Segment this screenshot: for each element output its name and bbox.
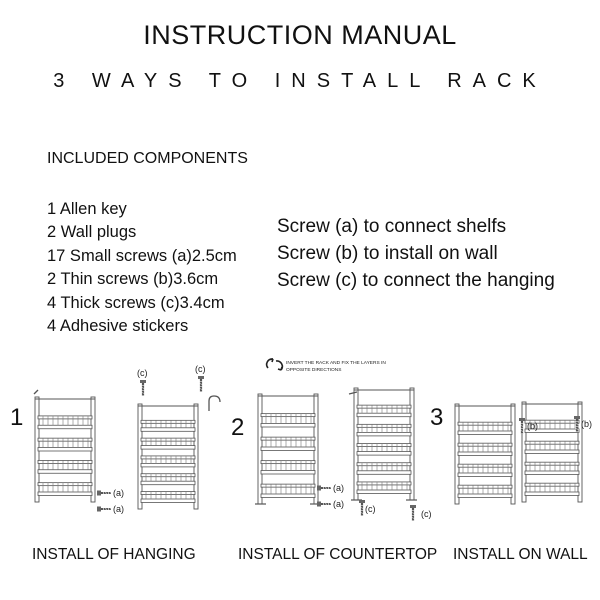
screw-tag-c: (c) — [137, 368, 148, 378]
small-screw-icon — [317, 486, 332, 491]
screw-tag-c: (c) — [365, 504, 376, 514]
thick-screw-icon — [410, 505, 416, 521]
caption-hanging: INSTALL OF HANGING — [32, 546, 196, 563]
rotate-arrows-icon — [267, 359, 283, 370]
rack-drawing — [255, 394, 321, 504]
caption-wall: INSTALL ON WALL — [453, 546, 588, 563]
component-item: 17 Small screws (a)2.5cm — [47, 246, 237, 265]
method-number-3: 3 — [430, 404, 444, 431]
small-screw-icon — [97, 507, 112, 512]
thick-screw-icon — [140, 380, 146, 396]
screw-tag-a: (a) — [113, 488, 124, 498]
countertop-note-line1: INVERT THE RACK AND FIX THE LAYERS IN — [286, 361, 386, 366]
component-item: 4 Adhesive stickers — [47, 317, 189, 336]
countertop-note — [286, 360, 386, 373]
method-captions — [32, 546, 588, 563]
screw-note: Screw (b) to install on wall — [277, 243, 498, 264]
method-number-1: 1 — [10, 404, 24, 431]
manual-title: INSTRUCTION MANUAL — [143, 20, 457, 50]
rack-drawing — [455, 404, 515, 504]
screw-tag-b: (b) — [527, 421, 538, 431]
thick-screw-icon — [198, 376, 204, 392]
rack-drawing — [35, 397, 95, 502]
small-screw-icon — [317, 502, 332, 507]
component-item: 1 Allen key — [47, 200, 127, 218]
manual-subtitle: 3 WAYS TO INSTALL RACK — [53, 70, 547, 92]
screw-tag-c: (c) — [421, 509, 432, 519]
screw-tag-a: (a) — [333, 499, 344, 509]
rack-drawing — [522, 402, 582, 502]
component-item: 2 Thin screws (b)3.6cm — [47, 270, 219, 289]
rack-drawing — [351, 388, 417, 500]
screw-tag-b: (b) — [581, 419, 592, 429]
screw-note: Screw (c) to connect the hanging — [277, 270, 555, 291]
screw-note: Screw (a) to connect shelfs — [277, 216, 507, 237]
method-number-2: 2 — [231, 414, 245, 441]
screw-tag-a: (a) — [333, 483, 344, 493]
small-screw-icon — [97, 491, 112, 496]
rack-drawing — [138, 404, 198, 509]
caption-countertop: INSTALL OF COUNTERTOP — [238, 546, 438, 563]
components-heading: INCLUDED COMPONENTS — [47, 150, 248, 167]
countertop-note-line2: OPPOSITE DIRECTIONS — [286, 368, 342, 373]
screw-tag-a: (a) — [113, 504, 124, 514]
component-item: 4 Thick screws (c)3.4cm — [47, 293, 225, 312]
screw-tag-c: (c) — [195, 364, 206, 374]
component-item: 2 Wall plugs — [47, 223, 137, 242]
